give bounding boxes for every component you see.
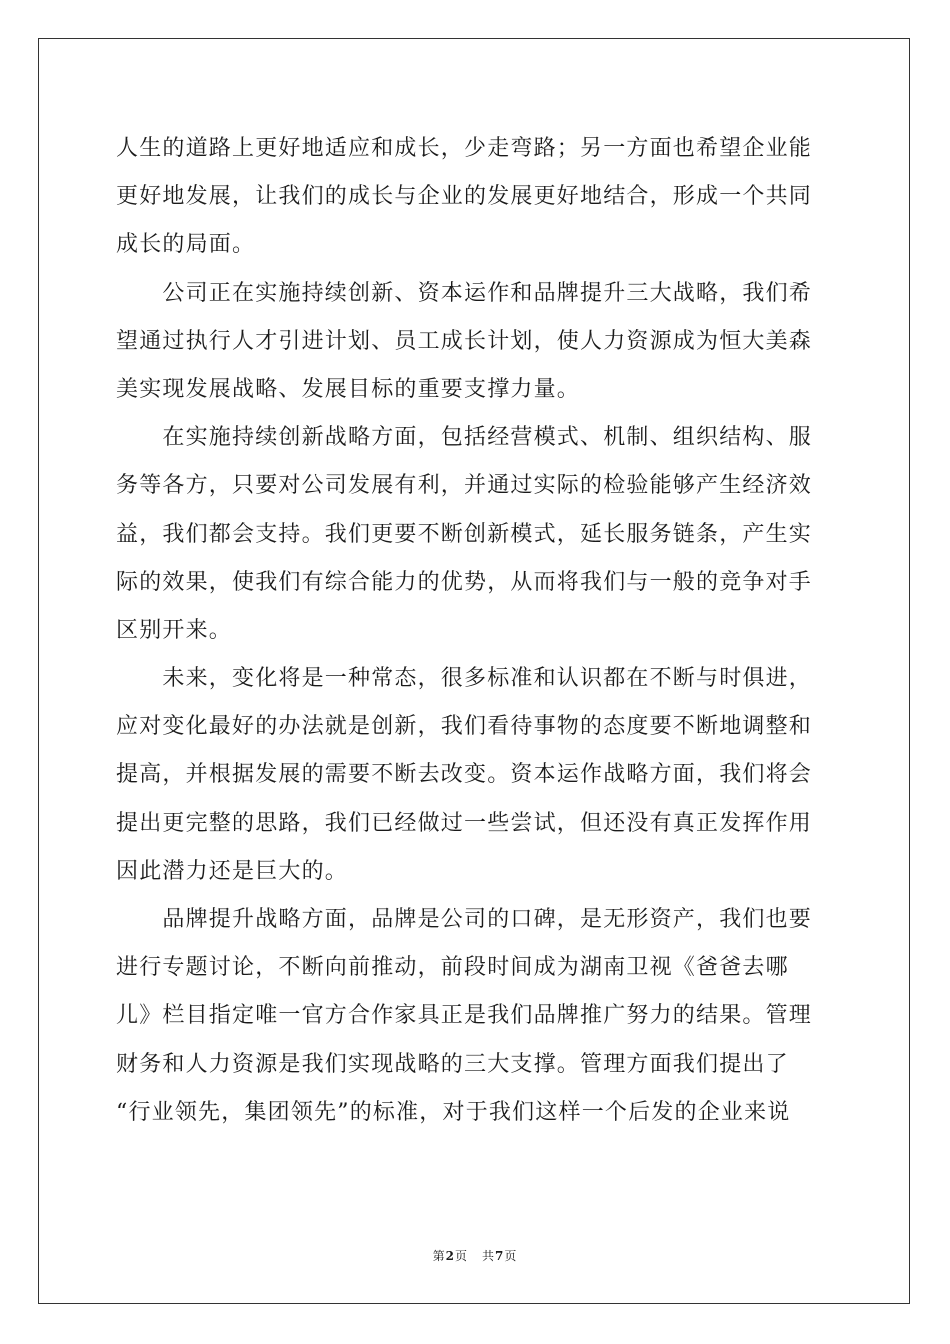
body-line: 美实现发展战略、发展目标的重要支撑力量。	[116, 376, 581, 402]
body-line: 望通过执行人才引进计划、员工成长计划，使人力资源成为恒大美森	[116, 328, 813, 354]
body-line: 儿》栏目指定唯一官方合作家具正是我们品牌推广努力的结果。管理	[116, 1003, 813, 1029]
total-suffix: 页	[504, 1249, 518, 1263]
page-number: 2	[445, 1249, 455, 1263]
body-line: 在实施持续创新战略方面，包括经营模式、机制、组织结构、服	[116, 425, 813, 451]
body-line: 提出更完整的思路，我们已经做过一些尝试，但还没有真正发挥作用	[116, 810, 813, 836]
total-pages: 7	[495, 1249, 505, 1263]
body-line: 未来，变化将是一种常态，很多标准和认识都在不断与时俱进，	[116, 666, 813, 692]
body-line: 提高，并根据发展的需要不断去改变。资本运作战略方面，我们将会	[116, 762, 813, 788]
body-line: 因此潜力还是巨大的。	[116, 858, 349, 884]
page-suffix: 页	[454, 1249, 468, 1263]
page-prefix: 第	[432, 1249, 446, 1263]
total-prefix: 共	[482, 1249, 496, 1263]
body-line: 人生的道路上更好地适应和成长，少走弯路；另一方面也希望企业能	[116, 136, 813, 161]
body-line: 公司正在实施持续创新、资本运作和品牌提升三大战略，我们希	[116, 280, 813, 306]
body-line: 更好地发展，让我们的成长与企业的发展更好地结合，形成一个共同	[116, 184, 813, 210]
body-line: 际的效果，使我们有综合能力的优势，从而将我们与一般的竞争对手	[116, 569, 813, 595]
body-line: 品牌提升战略方面，品牌是公司的口碑，是无形资产，我们也要	[116, 907, 813, 932]
body-line: 财务和人力资源是我们实现战略的三大支撑。管理方面我们提出了	[116, 1051, 789, 1077]
body-line: 成长的局面。	[116, 232, 256, 258]
body-line: 务等各方，只要对公司发展有利，并通过实际的检验能够产生经济效	[116, 473, 813, 499]
body-line: “行业领先，集团领先”的标准，对于我们这样一个后发的企业来说	[116, 1099, 791, 1125]
body-line: 进行专题讨论，不断向前推动，前段时间成为湖南卫视《爸爸去哪	[116, 955, 789, 981]
body-line: 区别开来。	[116, 617, 233, 643]
document-body	[116, 125, 836, 1137]
page-footer	[0, 1248, 950, 1264]
body-line: 应对变化最好的办法就是创新，我们看待事物的态度要不断地调整和	[116, 714, 813, 740]
body-line: 益，我们都会支持。我们更要不断创新模式，延长服务链条，产生实	[116, 521, 813, 547]
